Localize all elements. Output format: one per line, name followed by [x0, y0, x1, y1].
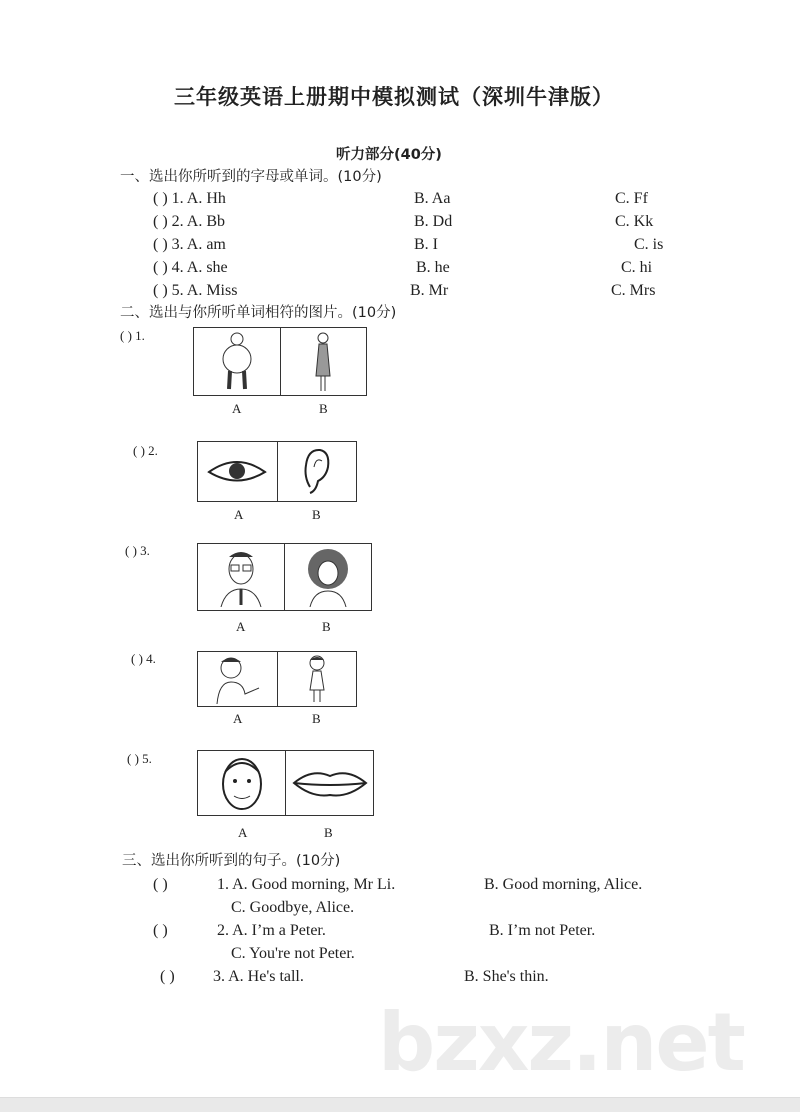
eye-icon [198, 442, 277, 501]
option-c: C. Kk [615, 213, 654, 230]
question-number: ( ) 1. A. Hh [153, 190, 226, 207]
label-a: A [238, 825, 248, 840]
picture-question-number: ( ) 3. [125, 543, 150, 558]
label-b: B [312, 507, 321, 522]
option-c: C. hi [621, 259, 653, 276]
question-number: ( ) 5. A. Miss [153, 282, 238, 299]
answer-blank: ( ) [160, 968, 175, 985]
option-b: B. She's thin. [464, 968, 549, 985]
label-a: A [232, 401, 242, 416]
label-a: A [236, 619, 246, 634]
picture-pair [193, 327, 367, 396]
picture-question-number: ( ) 1. [120, 328, 145, 343]
label-b: B [319, 401, 328, 416]
option-c: C. Mrs [611, 282, 656, 299]
option-a: 2. A. I’m a Peter. [217, 922, 326, 939]
picture-question-number: ( ) 2. [133, 443, 158, 458]
mouth-icon [285, 751, 373, 815]
label-b: B [322, 619, 331, 634]
thin-woman-icon [280, 328, 367, 395]
option-a: 3. A. He's tall. [213, 968, 304, 985]
question-number: ( ) 4. A. she [153, 259, 228, 276]
section3-heading: 三、选出你所听到的句子。(10分) [122, 853, 341, 869]
option-b: B. Dd [414, 213, 453, 230]
option-b: B. Aa [414, 190, 451, 207]
woman-curly-hair-icon [284, 544, 371, 610]
page-bottom-edge [0, 1097, 800, 1112]
label-b: B [312, 711, 321, 726]
option-c: C. Goodbye, Alice. [231, 899, 355, 916]
question-number: ( ) 2. A. Bb [153, 213, 225, 230]
label-b: B [324, 825, 333, 840]
option-b: B. he [416, 259, 450, 276]
option-b: B. Good morning, Alice. [484, 876, 643, 893]
picture-pair [197, 750, 374, 816]
answer-blank: ( ) [153, 922, 168, 939]
option-a: 1. A. Good morning, Mr Li. [217, 876, 396, 893]
option-b: B. Mr [410, 282, 449, 299]
picture-pair [197, 543, 372, 611]
option-b: B. I [414, 236, 438, 253]
option-c: C. You're not Peter. [231, 945, 355, 962]
option-c: C. is [634, 236, 664, 253]
option-c: C. Ff [615, 190, 648, 207]
label-a: A [233, 711, 243, 726]
section1-heading: 一、选出你所听到的字母或单词。(10分) [120, 169, 382, 185]
boy-pointing-icon [198, 652, 277, 706]
option-b: B. I’m not Peter. [489, 922, 596, 939]
man-with-glasses-icon [198, 544, 284, 610]
ear-icon [277, 442, 357, 501]
fat-man-icon [194, 328, 280, 395]
watermark: bzxz.net [378, 996, 744, 1089]
page-title: 三年级英语上册期中模拟测试（深圳牛津版） [174, 85, 614, 109]
girl-icon [277, 652, 357, 706]
question-number: ( ) 3. A. am [153, 236, 226, 253]
answer-blank: ( ) [153, 876, 168, 893]
picture-question-number: ( ) 5. [127, 751, 152, 766]
picture-pair [197, 441, 357, 502]
label-a: A [234, 507, 244, 522]
listening-header: 听力部分(40分) [336, 147, 442, 163]
picture-pair [197, 651, 357, 707]
picture-question-number: ( ) 4. [131, 651, 156, 666]
section2-heading: 二、选出与你所听单词相符的图片。(10分) [120, 305, 397, 321]
face-icon [198, 751, 285, 815]
